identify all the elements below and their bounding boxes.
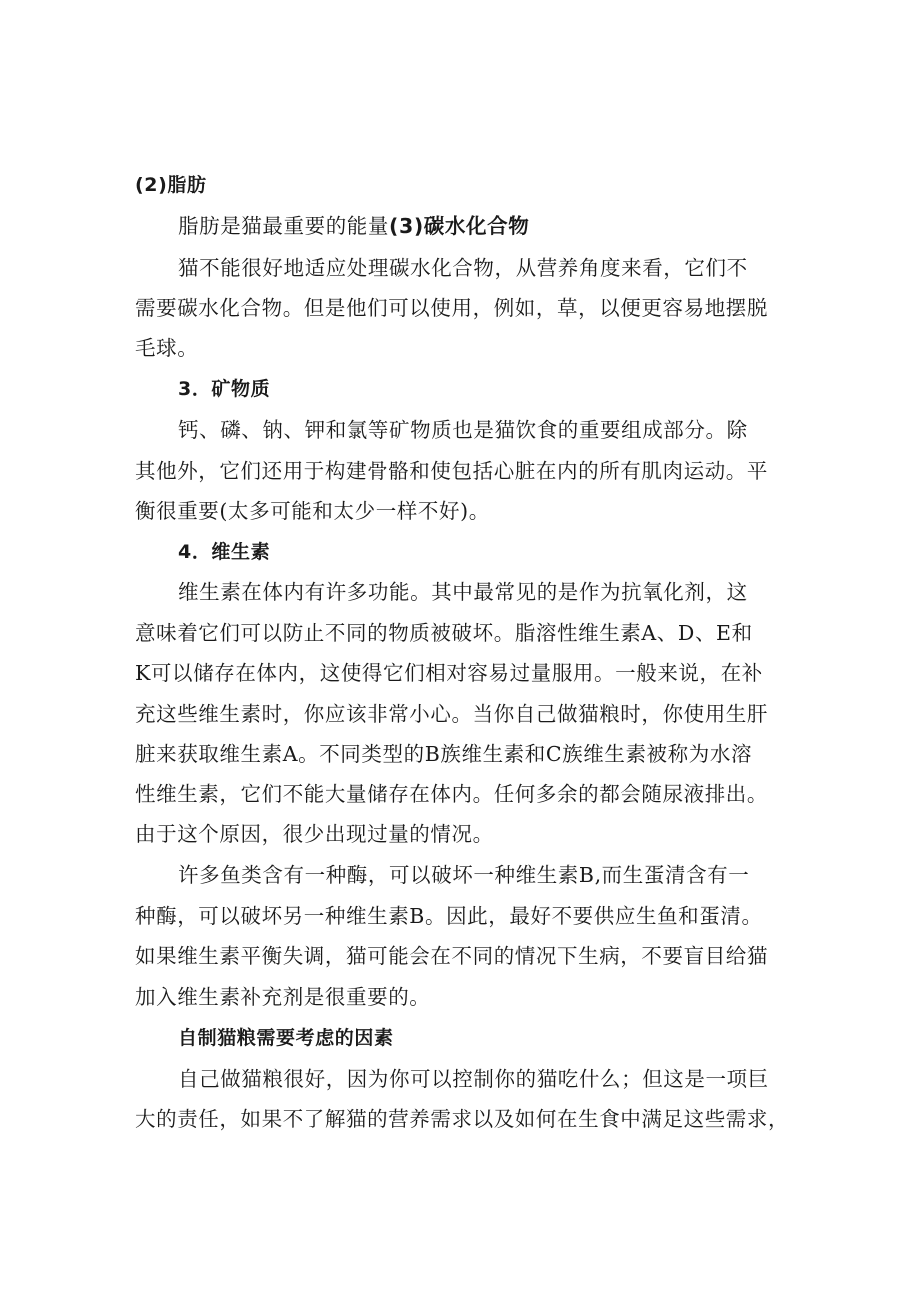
section-heading-carbohydrates: (3)碳水化合物 <box>389 214 530 238</box>
paragraph-line: 猫不能很好地适应处理碳水化合物，从营养角度来看，它们不 <box>178 256 748 280</box>
paragraph-line: 加入维生素补充剂是很重要的。 <box>135 985 431 1009</box>
paragraph-line: 毛球。 <box>135 336 199 360</box>
section-heading-minerals: 3．矿物质 <box>178 378 271 400</box>
paragraph-line: 如果维生素平衡失调，猫可能会在不同的情况下生病，不要盲目给猫 <box>135 944 768 968</box>
paragraph-line: 许多鱼类含有一种酶，可以破坏一种维生素B,而生蛋清含有一 <box>178 863 750 887</box>
paragraph-line: 种酶，可以破坏另一种维生素B。因此，最好不要供应生鱼和蛋清。 <box>135 904 763 928</box>
paragraph-line: 意味着它们可以防止不同的物质被破坏。脂溶性维生素A、D、E和 <box>135 621 753 645</box>
section-heading-homemade: 自制猫粮需要考虑的因素 <box>178 1027 394 1049</box>
section-heading-fat: (2)脂肪 <box>135 174 207 196</box>
paragraph-line: 脏来获取维生素A。不同类型的B族维生素和C族维生素被称为水溶 <box>135 742 753 766</box>
section-heading-vitamins: 4．维生素 <box>178 541 271 563</box>
paragraph-line: 维生素在体内有许多功能。其中最常见的是作为抗氧化剂，这 <box>178 580 748 604</box>
paragraph-line: 充这些维生素时，你应该非常小心。当你自己做猫粮时，你使用生肝 <box>135 702 768 726</box>
fat-paragraph-line <box>178 212 838 240</box>
paragraph-line: 由于这个原因，很少出现过量的情况。 <box>135 822 494 846</box>
fat-text: 脂肪是猫最重要的能量 <box>178 214 389 238</box>
paragraph-line: 其他外，它们还用于构建骨骼和使包括心脏在内的所有肌肉运动。平 <box>135 459 768 483</box>
paragraph-line: 衡很重要(太多可能和太少一样不好)。 <box>135 499 490 523</box>
paragraph-line: 大的责任，如果不了解猫的营养需求以及如何在生食中满足这些需求， <box>135 1107 790 1131</box>
paragraph-line: 性维生素，它们不能大量储存在体内。任何多余的都会随尿液排出。 <box>135 782 768 806</box>
paragraph-line: 自己做猫粮很好，因为你可以控制你的猫吃什么；但这是一项巨 <box>178 1067 769 1091</box>
paragraph-line: 需要碳水化合物。但是他们可以使用，例如，草，以便更容易地摆脱 <box>135 296 768 320</box>
paragraph-line: K可以储存在体内，这使得它们相对容易过量服用。一般来说，在补 <box>135 661 763 685</box>
paragraph-line: 钙、磷、钠、钾和氯等矿物质也是猫饮食的重要组成部分。除 <box>178 418 748 442</box>
